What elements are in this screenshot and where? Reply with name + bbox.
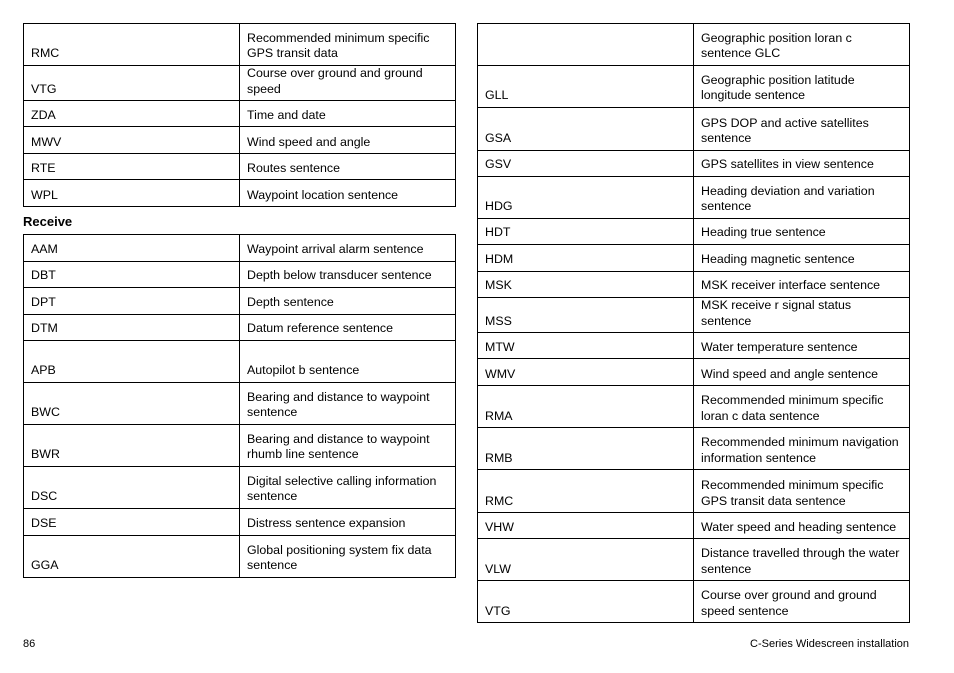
sentence-description: Course over ground and ground speed <box>240 66 456 101</box>
sentence-description: Water speed and heading sentence <box>694 513 910 539</box>
table-row <box>24 536 456 578</box>
sentence-code: AAM <box>24 235 240 262</box>
table-row <box>478 272 910 298</box>
sentence-description: Geographic position loran c sentence GLC <box>694 24 910 66</box>
sentence-code: VTG <box>24 66 240 101</box>
table-row <box>478 333 910 359</box>
table-row <box>24 127 456 154</box>
sentence-description: Depth below transducer sentence <box>240 262 456 288</box>
sentence-code: GLL <box>478 66 694 108</box>
table-row <box>478 298 910 333</box>
sentence-code: MWV <box>24 127 240 154</box>
table-row <box>24 24 456 66</box>
sentence-description: Heading deviation and variation sentence <box>694 177 910 219</box>
footer-title: C-Series Widescreen installation <box>750 638 909 650</box>
sentence-description: Distress sentence expansion <box>240 509 456 536</box>
sentence-table-right <box>477 23 910 623</box>
table-row <box>478 151 910 177</box>
sentence-code: GGA <box>24 536 240 578</box>
sentence-code: RMA <box>478 386 694 428</box>
sentence-code: VTG <box>478 581 694 623</box>
table-row <box>478 108 910 151</box>
sentence-code: RMC <box>24 24 240 66</box>
table-row <box>24 154 456 180</box>
table-row <box>478 581 910 623</box>
sentence-description: Digital selective calling information sentence <box>240 467 456 509</box>
table-row <box>478 513 910 539</box>
sentence-code: DTM <box>24 315 240 341</box>
sentence-description: Autopilot b sentence <box>240 341 456 383</box>
sentence-code: WPL <box>24 180 240 207</box>
sentence-description: MSK receive r signal status sentence <box>694 298 910 333</box>
sentence-code: VLW <box>478 539 694 581</box>
sentence-description: Heading magnetic sentence <box>694 245 910 272</box>
sentence-code <box>478 24 694 66</box>
sentence-description: Course over ground and ground speed sentence <box>694 581 910 623</box>
table-row <box>478 428 910 470</box>
sentence-description: Depth sentence <box>240 288 456 315</box>
table-row <box>24 341 456 383</box>
table-row <box>24 235 456 262</box>
table-row <box>478 470 910 513</box>
sentence-description: Geographic position latitude longitude sentence <box>694 66 910 108</box>
sentence-description: Bearing and distance to waypoint sentence <box>240 383 456 425</box>
sentence-description: Recommended minimum specific GPS transit data sentence <box>694 470 910 513</box>
table-row <box>24 383 456 425</box>
sentence-code: GSA <box>478 108 694 151</box>
table-row <box>24 425 456 467</box>
table-row <box>24 509 456 536</box>
sentence-code: GSV <box>478 151 694 177</box>
sentence-description: Waypoint arrival alarm sentence <box>240 235 456 262</box>
table-row <box>478 219 910 245</box>
sentence-description: Routes sentence <box>240 154 456 180</box>
sentence-table-receive <box>23 234 456 578</box>
sentence-description: Global positioning system fix data sentence <box>240 536 456 578</box>
sentence-description: Waypoint location sentence <box>240 180 456 207</box>
sentence-code: RMB <box>478 428 694 470</box>
sentence-code: BWR <box>24 425 240 467</box>
table-row <box>478 386 910 428</box>
table-row <box>24 262 456 288</box>
sentence-code: HDT <box>478 219 694 245</box>
sentence-description: GPS satellites in view sentence <box>694 151 910 177</box>
sentence-code: MSS <box>478 298 694 333</box>
sentence-description: Datum reference sentence <box>240 315 456 341</box>
sentence-description: Wind speed and angle <box>240 127 456 154</box>
sentence-description: Time and date <box>240 101 456 127</box>
sentence-code: BWC <box>24 383 240 425</box>
sentence-code: RTE <box>24 154 240 180</box>
sentence-description: Heading true sentence <box>694 219 910 245</box>
sentence-code: VHW <box>478 513 694 539</box>
table-row <box>24 288 456 315</box>
sentence-code: DSC <box>24 467 240 509</box>
sentence-description: Bearing and distance to waypoint rhumb line sentence <box>240 425 456 467</box>
table-row <box>478 66 910 108</box>
table-row <box>478 177 910 219</box>
sentence-code: ZDA <box>24 101 240 127</box>
sentence-table-left-top <box>23 23 456 207</box>
sentence-description: Distance travelled through the water sentence <box>694 539 910 581</box>
sentence-code: DSE <box>24 509 240 536</box>
table-row <box>24 180 456 207</box>
table-row <box>24 315 456 341</box>
sentence-code: DBT <box>24 262 240 288</box>
sentence-code: HDG <box>478 177 694 219</box>
sentence-code: WMV <box>478 359 694 386</box>
sentence-description: Recommended minimum navigation information sentence <box>694 428 910 470</box>
sentence-description: GPS DOP and active satellites sentence <box>694 108 910 151</box>
sentence-description: Water temperature sentence <box>694 333 910 359</box>
sentence-code: MTW <box>478 333 694 359</box>
sentence-description: Wind speed and angle sentence <box>694 359 910 386</box>
sentence-description: MSK receiver interface sentence <box>694 272 910 298</box>
table-row <box>478 24 910 66</box>
table-row <box>478 539 910 581</box>
sentence-code: APB <box>24 341 240 383</box>
sentence-code: RMC <box>478 470 694 513</box>
sentence-code: MSK <box>478 272 694 298</box>
sentence-description: Recommended minimum specific GPS transit data <box>240 24 456 66</box>
table-row <box>478 245 910 272</box>
sentence-description: Recommended minimum specific loran c data sentence <box>694 386 910 428</box>
page-number: 86 <box>23 638 36 650</box>
receive-heading: Receive <box>23 214 73 229</box>
table-row <box>24 66 456 101</box>
table-row <box>24 467 456 509</box>
table-row <box>24 101 456 127</box>
table-row <box>478 359 910 386</box>
sentence-code: HDM <box>478 245 694 272</box>
sentence-code: DPT <box>24 288 240 315</box>
